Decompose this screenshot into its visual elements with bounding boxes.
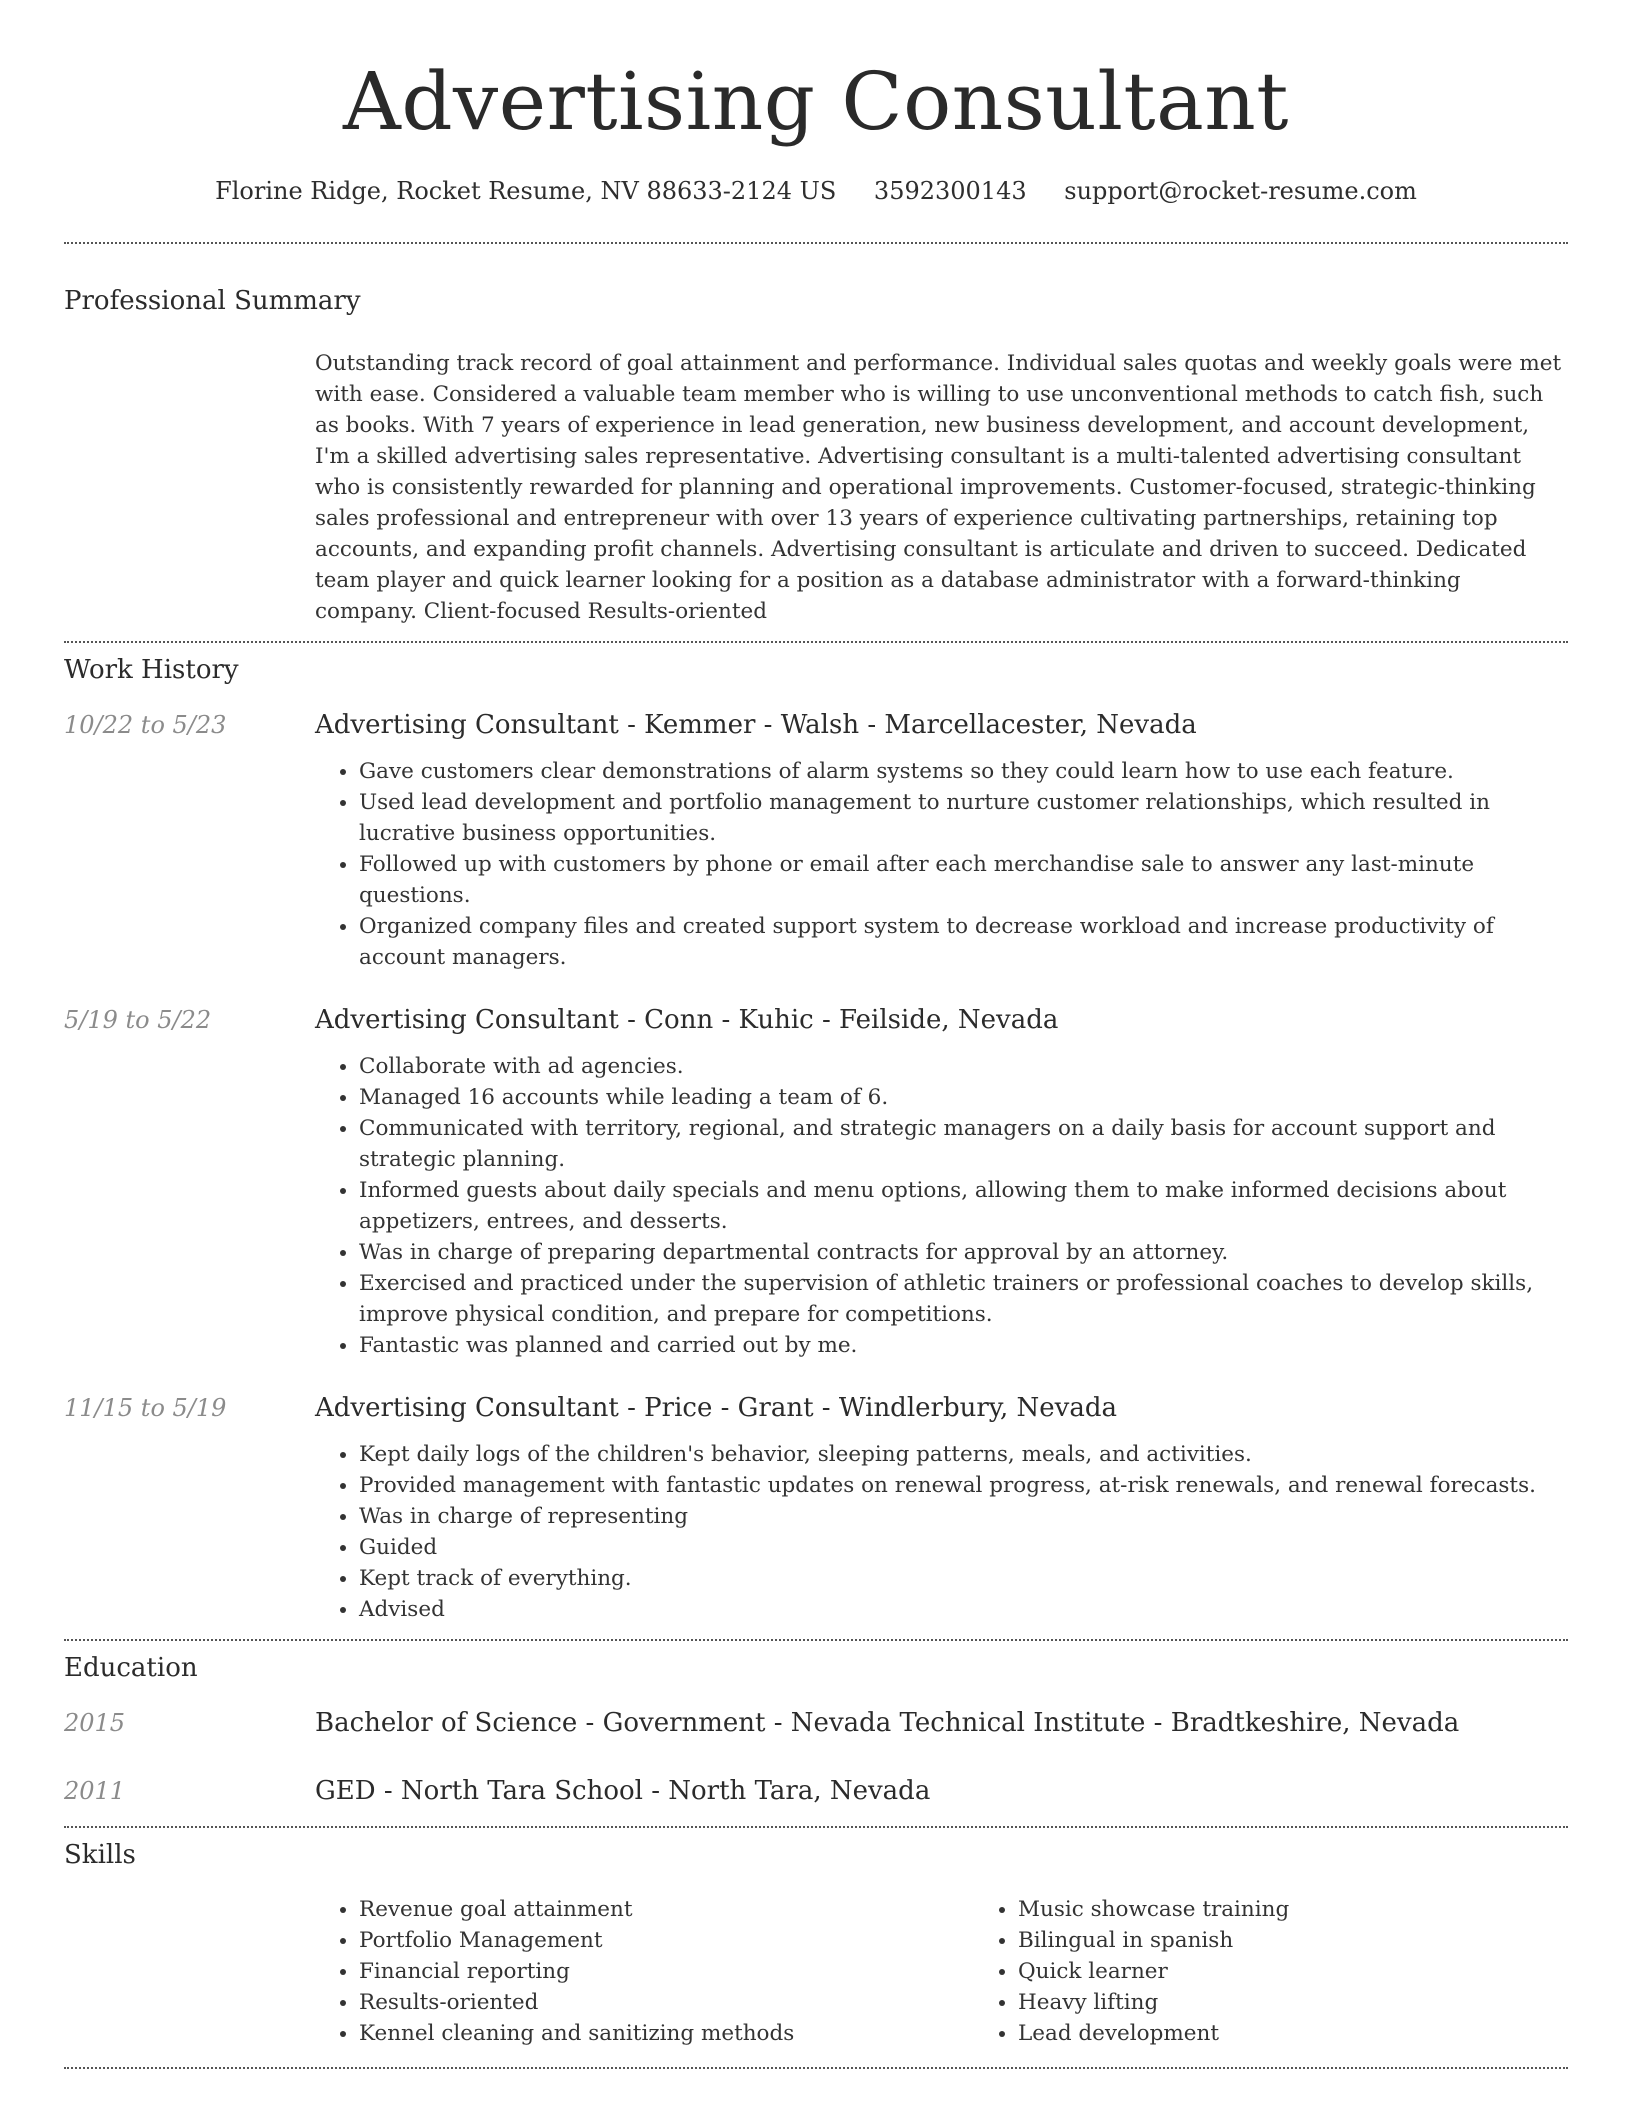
list-item: • Followed up with customers by phone or email after each merchandise sale to answer any last-minute questions.	[359, 849, 1568, 911]
job-heading: Advertising Consultant - Conn - Kuhic - Feilside, Nevada	[315, 1005, 1059, 1035]
list-item: • Informed guests about daily specials and menu options, allowing them to make informed decisions about appetizers, entrees, and desserts.	[359, 1175, 1568, 1237]
summary-text: Outstanding track record of goal attainment and performance. Individual sales quotas and weekly goals were met with ease. Considered a valuable team member who is willing to use unconventional methods to catch fish, such as books. With 7 years of experience in lead generation, new business development, and account development, I'm a skilled advertising sales representative. Advertising consultant is a multi-talented advertising consultant who is consistently rewarded for planning and operational improvements. Customer-focused, strategic-thinking sales professional and entrepreneur with over 13 years of experience cultivating partnerships, retaining top accounts, and expanding profit channels. Advertising consultant is articulate and driven to succeed. Dedicated team player and quick learner looking for a position as a database administrator with a forward-thinking company. Client-focused Results-oriented	[315, 351, 1562, 624]
job-dates: 5/19 to 5/22	[64, 1006, 212, 1034]
skill-item: • Portfolio Management	[359, 1925, 974, 1956]
section-title-skills: Skills	[64, 1840, 136, 1870]
skills-row	[64, 1894, 1568, 2049]
contact-address: Florine Ridge, Rocket Resume, NV 88633-2124 US	[215, 177, 837, 205]
skills-columns	[315, 1894, 1632, 2049]
skill-item: • Music showcase training	[1018, 1894, 1632, 1925]
education-section	[64, 1641, 1568, 1808]
list-item: • Gave customers clear demonstrations of alarm systems so they could learn how to use each feature.	[359, 756, 1568, 787]
list-item: • Provided management with fantastic updates on renewal progress, at-risk renewals, and renewal forecasts.	[359, 1470, 1568, 1501]
skill-item: • Heavy lifting	[1018, 1987, 1632, 2018]
job-duties	[315, 1051, 1568, 1361]
list-item: • Managed 16 accounts while leading a team of 6.	[359, 1082, 1568, 1113]
list-item: • Was in charge of preparing departmental contracts for approval by an attorney.	[359, 1237, 1568, 1268]
job-dates: 11/15 to 5/19	[64, 1394, 227, 1422]
job-duties	[315, 1439, 1568, 1625]
skills-list-right	[974, 1894, 1632, 2049]
skill-item: • Revenue goal attainment	[359, 1894, 974, 1925]
job-heading: Advertising Consultant - Kemmer - Walsh - Marcellacester, Nevada	[315, 710, 1197, 740]
list-item: • Collaborate with ad agencies.	[359, 1051, 1568, 1082]
contact-line	[64, 174, 1568, 208]
skill-item: • Lead development	[1018, 2018, 1632, 2049]
list-item: • Kept track of everything.	[359, 1563, 1568, 1594]
candidate-name: Advertising Consultant	[343, 55, 1289, 148]
list-item: • Used lead development and portfolio management to nurture customer relationships, which resulted in lucrative business opportunities.	[359, 787, 1568, 849]
education-year: 2015	[64, 1709, 126, 1737]
job-entry	[64, 708, 1568, 973]
job-entry	[64, 1391, 1568, 1625]
job-heading: Advertising Consultant - Price - Grant - Windlerbury, Nevada	[315, 1393, 1118, 1423]
job-dates: 10/22 to 5/23	[64, 711, 227, 739]
education-entry	[64, 1774, 1568, 1808]
list-item: • Fantastic was planned and carried out by me.	[359, 1330, 1568, 1361]
section-title-summary: Professional Summary	[64, 286, 361, 316]
list-item: • Communicated with territory, regional, and strategic managers on a daily basis for account support and strategic planning.	[359, 1113, 1568, 1175]
divider	[64, 2067, 1568, 2069]
education-entry	[64, 1706, 1568, 1740]
list-item: • Organized company files and created support system to decrease workload and increase productivity of account managers.	[359, 911, 1568, 973]
skill-item: • Quick learner	[1018, 1956, 1632, 1987]
skills-list-left	[315, 1894, 974, 2049]
summary-section	[64, 244, 1568, 627]
skill-item: • Kennel cleaning and sanitizing methods	[359, 2018, 974, 2049]
skill-item: • Bilingual in spanish	[1018, 1925, 1632, 1956]
contact-email: support@rocket-resume.com	[1064, 177, 1417, 205]
list-item: • Advised	[359, 1594, 1568, 1625]
education-details: GED - North Tara School - North Tara, Nevada	[315, 1776, 931, 1806]
contact-phone: 3592300143	[873, 177, 1027, 205]
list-item: • Exercised and practiced under the supervision of athletic trainers or professional coaches to develop skills, improve physical condition, and prepare for competitions.	[359, 1268, 1568, 1330]
summary-row	[64, 348, 1568, 627]
education-details: Bachelor of Science - Government - Nevada Technical Institute - Bradtkeshire, Nevada	[315, 1708, 1460, 1738]
section-title-work: Work History	[64, 655, 239, 685]
list-item: • Was in charge of representing	[359, 1501, 1568, 1532]
skills-section	[64, 1828, 1568, 2049]
education-year: 2011	[64, 1777, 126, 1805]
skill-item: • Results-oriented	[359, 1987, 974, 2018]
skill-item: • Financial reporting	[359, 1956, 974, 1987]
section-title-education: Education	[64, 1653, 198, 1683]
job-entry	[64, 1003, 1568, 1361]
list-item: • Kept daily logs of the children's behavior, sleeping patterns, meals, and activities.	[359, 1439, 1568, 1470]
work-history-section	[64, 643, 1568, 1625]
list-item: • Guided	[359, 1532, 1568, 1563]
job-duties	[315, 756, 1568, 973]
